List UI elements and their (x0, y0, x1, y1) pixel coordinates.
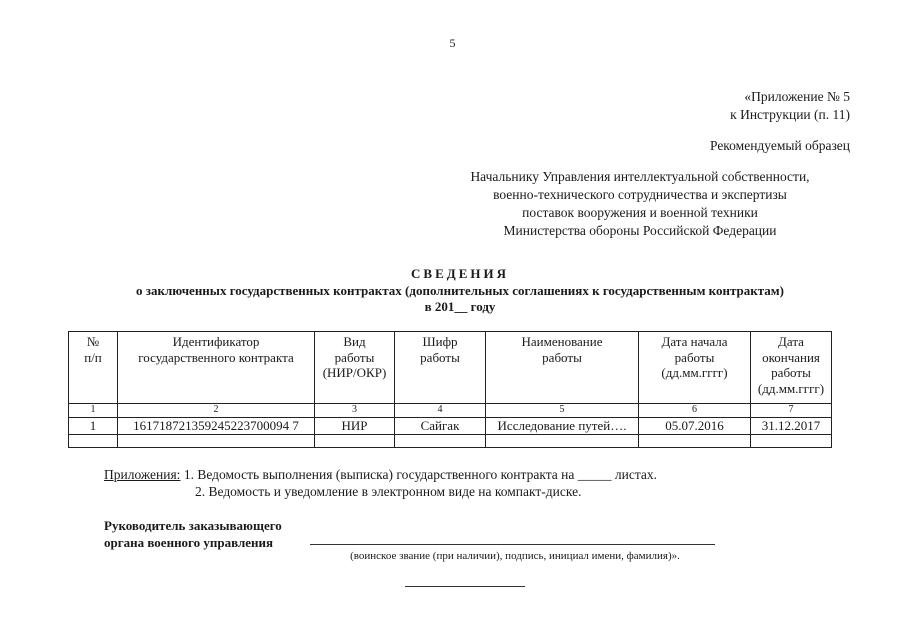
addressee-line: Начальнику Управления интеллектуальной собственности, (470, 169, 810, 184)
table-cell (751, 435, 832, 448)
document-subtitle: о заключенных государственных контрактах (дополнительных соглашениях к государственным контрактам) (136, 283, 784, 298)
contracts-table (68, 331, 832, 448)
attachments-block (104, 466, 657, 484)
column-number-cell: 4 (395, 404, 486, 418)
column-number-cell: 5 (486, 404, 639, 418)
signer-block (104, 517, 282, 551)
table-cell (118, 435, 315, 448)
table-cell: Сайгак (395, 418, 486, 435)
table-cell: НИР (315, 418, 395, 435)
column-number-cell: 2 (118, 404, 315, 418)
page-number: 5 (449, 36, 456, 50)
column-number-cell: 6 (639, 404, 751, 418)
header-cell-work-code: Шифр работы (395, 332, 486, 404)
table-cell: 1 (69, 418, 118, 435)
header-cell-start-date: Дата начала работы (дд.мм.гггг) (639, 332, 751, 404)
document-year-line: в 201__ году (424, 299, 496, 314)
header-cell-number: № п/п (69, 332, 118, 404)
header-cell-identifier: Идентификатор государственного контракта (118, 332, 315, 404)
attachment-item-1: 1. Ведомость выполнения (выписка) государственного контракта на _____ листах. (183, 467, 658, 482)
column-number-cell: 1 (69, 404, 118, 418)
addressee-line: военно-технического сотрудничества и экспертизы (493, 187, 787, 202)
sample-label: Рекомендуемый образец (709, 138, 850, 153)
table-cell: 31.12.2017 (751, 418, 832, 435)
appendix-line-1: «Приложение № 5 (744, 89, 850, 104)
addressee-line: поставок вооружения и военной техники (522, 205, 758, 220)
header-cell-work-name: Наименование работы (486, 332, 639, 404)
appendix-reference (730, 88, 850, 124)
table-cell: Исследование путей…. (486, 418, 639, 435)
table-empty-row (69, 435, 832, 448)
table-cell (315, 435, 395, 448)
signature-line (310, 544, 715, 545)
appendix-line-2: к Инструкции (п. 11) (730, 107, 850, 122)
signer-line-2: органа военного управления (104, 535, 274, 550)
end-divider (405, 586, 525, 587)
table-cell (639, 435, 751, 448)
table-cell: 05.07.2016 (639, 418, 751, 435)
column-number-cell: 3 (315, 404, 395, 418)
table-row (69, 418, 832, 435)
signer-line-1: Руководитель заказывающего (104, 518, 282, 533)
table-cell (486, 435, 639, 448)
table-cell: 161718721359245223700094 7 (118, 418, 315, 435)
column-number-cell: 7 (751, 404, 832, 418)
header-cell-work-type: Вид работы (НИР/ОКР) (315, 332, 395, 404)
attachment-item-2: 2. Ведомость и уведомление в электронном виде на компакт-диске. (195, 484, 582, 499)
addressee-line: Министерства обороны Российской Федерации (503, 223, 777, 238)
document-title: СВЕДЕНИЯ (411, 266, 509, 281)
attachments-label: Приложения: (104, 467, 181, 482)
table-column-number-row (69, 404, 832, 418)
table-cell (69, 435, 118, 448)
header-cell-end-date: Дата окончания работы (дд.мм.гггг) (751, 332, 832, 404)
table-cell (395, 435, 486, 448)
addressee-block (420, 168, 860, 240)
table-header-row (69, 332, 832, 404)
signature-caption: (воинское звание (при наличии), подпись, инициал имени, фамилия)». (350, 550, 680, 562)
